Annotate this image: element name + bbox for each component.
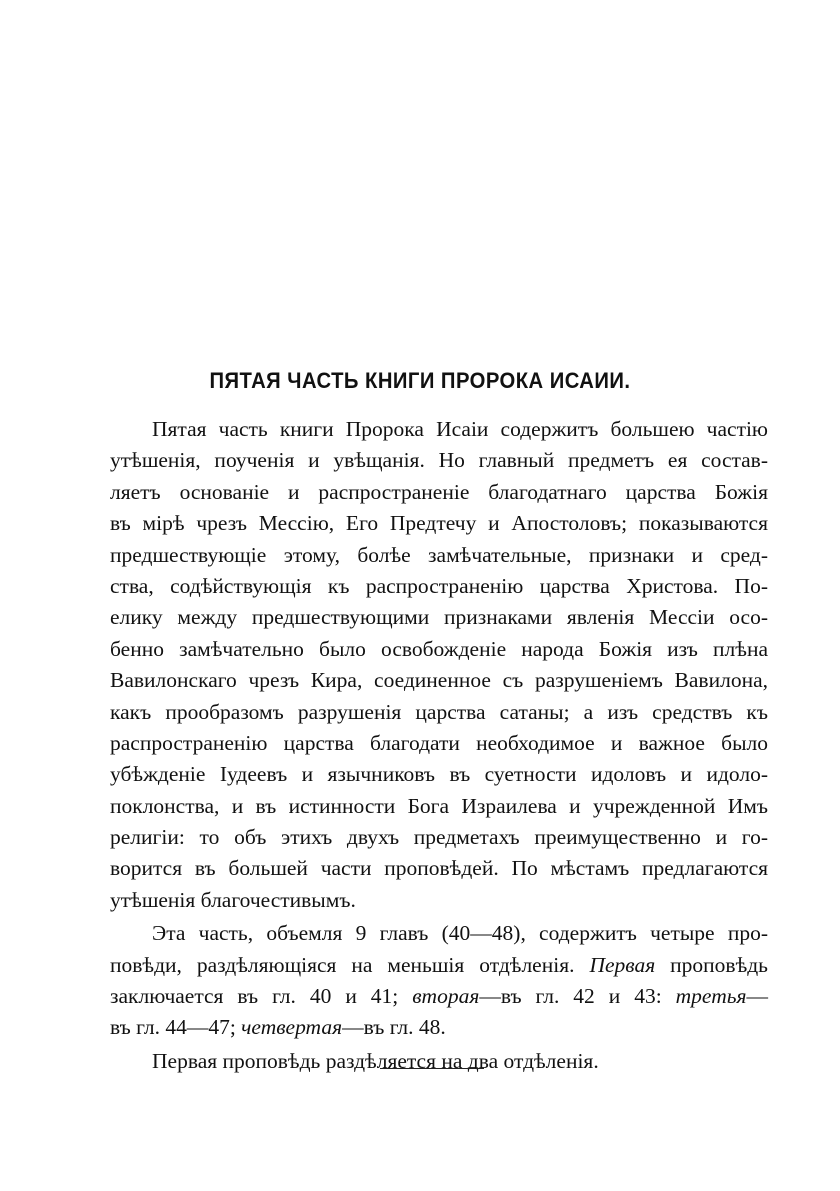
- paragraph1-line: утѣшенія благочестивымъ.: [110, 887, 356, 912]
- text-run: —: [746, 984, 768, 1009]
- paragraph1-line: ства, содѣйствующія къ распространенію царства Христова. По-: [110, 573, 768, 598]
- paragraph1-line: поклонства, и въ истинности Бога Израилева и учрежденной Имъ: [110, 793, 768, 818]
- paragraph1-line: въ мірѣ чрезъ Мессію, Его Предтечу и Апостоловъ; показываются: [110, 511, 768, 536]
- text-run: заключается въ гл. 40 и 41;: [110, 984, 413, 1009]
- chapter-heading: ПЯТАЯ ЧАСТЬ КНИГИ ПРОРОКА ИСАИИ.: [209, 368, 631, 393]
- italic-term: Первая: [589, 952, 656, 977]
- text-run: повѣди, раздѣляющіяся на меньшія отдѣленія.: [110, 952, 590, 977]
- paragraph1-line: елику между предшествующими признаками явленія Мессіи осо-: [110, 605, 768, 630]
- paragraph2-line: [110, 981, 768, 1012]
- closing-rule-divider: [380, 1068, 484, 1069]
- paragraph1-line: бенно замѣчательно было освобожденіе народа Божія изъ плѣна: [110, 636, 768, 661]
- italic-term: вторая: [412, 984, 480, 1009]
- paragraph1-line: какъ прообразомъ разрушенія царства сатаны; а изъ средствъ къ: [110, 699, 768, 724]
- paragraph1-line: убѣжденіе Іудеевъ и язычниковъ въ суетности идоловъ и идоло-: [110, 762, 768, 787]
- text-run: въ гл. 44—47;: [110, 1015, 242, 1040]
- paragraph1-line: распространенію царства благодати необходимое и важное было: [110, 730, 768, 755]
- italic-term: третья: [675, 984, 747, 1009]
- paragraph1-line: Вавилонскаго чрезъ Кира, соединенное съ разрушеніемъ Вавилона,: [110, 668, 768, 693]
- paragraph1-line: ворится въ большей части проповѣдей. По мѣстамъ предлагаются: [110, 856, 768, 881]
- paragraph1-line: предшествующіе этому, болѣе замѣчательные, признаки и сред-: [110, 542, 768, 567]
- paragraph2-line: [110, 950, 768, 981]
- text-run: проповѣдь: [655, 952, 768, 977]
- text-run: —въ гл. 48.: [342, 1015, 446, 1040]
- paragraph1-line: утѣшенія, поученія и увѣщанія. Но главный предметъ ея состав-: [110, 448, 768, 473]
- paragraph1-line: Пятая часть книги Пророка Исаіи содержитъ большею частію: [152, 417, 768, 441]
- paragraph3-line: Первая проповѣдь раздѣляется на два отдѣленія.: [152, 1048, 599, 1073]
- text-run: —въ гл. 42 и 43:: [479, 984, 676, 1009]
- body-text: [110, 414, 768, 1077]
- paragraph2-line: [110, 1012, 768, 1043]
- italic-term: четвертая: [241, 1015, 343, 1040]
- paragraph1-line: религіи: то объ этихъ двухъ предметахъ преимущественно и го-: [110, 825, 768, 850]
- paragraph1-line: ляетъ основаніе и распространеніе благодатнаго царства Божія: [110, 479, 768, 504]
- paragraph2-line: Эта часть, объемля 9 главъ (40—48), содержитъ четыре про-: [152, 921, 768, 946]
